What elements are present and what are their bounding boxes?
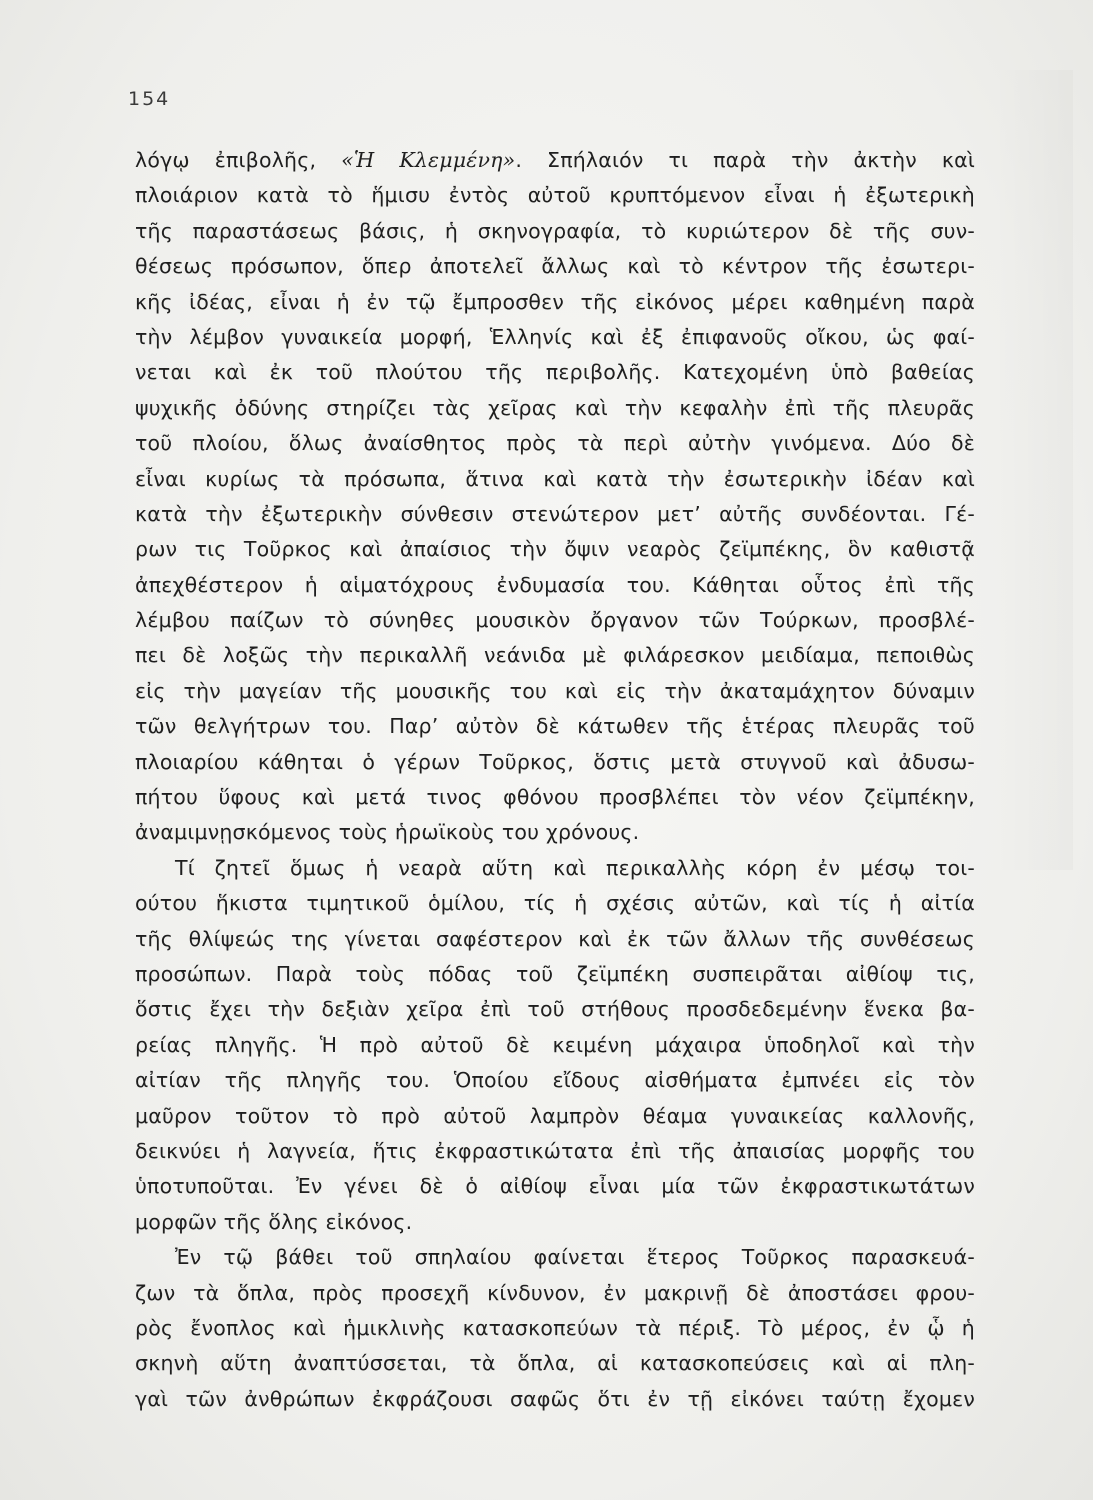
text-line: ὑποτυποῦται. Ἐν γένει δὲ ὁ αἰθίοψ εἶναι μία τῶν ἐκφραστικωτάτων [135,1174,975,1199]
text-line: νεται καὶ ἐκ τοῦ πλούτου τῆς περιβολῆς. Κατεχομένη ὑπὸ βαθείας [135,360,975,385]
paragraph [135,851,975,1240]
text-line: ρὸς ἔνοπλος καὶ ἡμικλινὴς κατασκοπεύων τὰ πέριξ. Τὸ μέρος, ἐν ᾧ ἡ [135,1315,975,1340]
text-line: τοῦ πλοίου, ὅλως ἀναίσθητος πρὸς τὰ περὶ αὐτὴν γινόμενα. Δύο δὲ [135,431,975,456]
text-line [135,143,975,178]
text-span: . Σπήλαιόν τι παρὰ τὴν ἀκτὴν καὶ [515,148,975,172]
text-line: δεικνύει ἡ λαγνεία, ἥτις ἐκφραστικώτατα ἐπὶ τῆς ἀπαισίας μορφῆς του [135,1138,975,1163]
show-through-shadow [993,70,1073,870]
text-line: ἀναμιμνῃσκόμενος τοὺς ἡρωϊκοὺς του χρόνους. [135,820,640,845]
text-line: κῆς ἰδέας, εἶναι ἡ ἐν τῷ ἔμπροσθεν τῆς εἰκόνος μέρει καθημένη παρὰ [135,289,975,314]
text-line: λέμβου παίζων τὸ σύνηθες μουσικὸν ὄργανον τῶν Τούρκων, προσβλέ- [135,608,975,633]
text-line: γαὶ τῶν ἀνθρώπων ἐκφράζουσι σαφῶς ὅτι ἐν τῇ εἰκόνει ταύτῃ ἔχομεν [135,1386,975,1411]
page-number: 154 [128,88,171,110]
text-line: μορφῶν τῆς ὅλης εἰκόνος. [135,1209,413,1234]
body-text [135,143,975,1417]
text-span: λόγῳ ἐπιβολῆς, [135,148,342,172]
paragraph [135,1240,975,1417]
text-line: αἰτίαν τῆς πληγῆς του. Ὁποίου εἴδους αἰσθήματα ἐμπνέει εἰς τὸν [135,1068,975,1093]
text-line: πλοιαρίου κάθηται ὁ γέρων Τοῦρκος, ὅστις μετὰ στυγνοῦ καὶ ἀδυσω- [135,749,975,774]
text-line: τῶν θελγήτρων του. Παρ’ αὐτὸν δὲ κάτωθεν τῆς ἑτέρας πλευρᾶς τοῦ [135,714,975,739]
text-line: Ἐν τῷ βάθει τοῦ σπηλαίου φαίνεται ἕτερος Τοῦρκος παρασκευά- [175,1245,975,1270]
text-line: ἀπεχθέστερον ἡ αἱματόχρους ἐνδυμασία του. Κάθηται οὗτος ἐπὶ τῆς [135,572,975,597]
text-line: πήτου ὕφους καὶ μετά τινος φθόνου προσβλέπει τὸν νέον ζεϊμπέκην, [135,785,975,810]
text-line: εἰς τὴν μαγείαν τῆς μουσικῆς του καὶ εἰς τὴν ἀκαταμάχητον δύναμιν [135,678,975,703]
text-line: εἶναι κυρίως τὰ πρόσωπα, ἅτινα καὶ κατὰ τὴν ἐσωτερικὴν ἰδέαν καὶ [135,466,975,491]
text-line: πλοιάριον κατὰ τὸ ἥμισυ ἐντὸς αὐτοῦ κρυπτόμενον εἶναι ἡ ἐξωτερικὴ [135,183,975,208]
text-line: ψυχικῆς ὀδύνης στηρίζει τὰς χεῖρας καὶ τὴν κεφαλὴν ἐπὶ τῆς πλευρᾶς [135,395,975,420]
text-line: ὅστις ἔχει τὴν δεξιὰν χεῖρα ἐπὶ τοῦ στήθους προσδεδεμένην ἕνεκα βα- [135,997,975,1022]
text-line: τῆς παραστάσεως βάσις, ἡ σκηνογραφία, τὸ κυριώτερον δὲ τῆς συν- [135,218,975,243]
text-line: ρων τις Τοῦρκος καὶ ἀπαίσιος τὴν ὄψιν νεαρὸς ζεϊμπέκης, ὃν καθιστᾷ [135,537,975,562]
text-line: κατὰ τὴν ἐξωτερικὴν σύνθεσιν στενώτερον μετ’ αὐτῆς συνδέονται. Γέ- [135,501,975,526]
text-line: σκηνὴ αὕτη ἀναπτύσσεται, τὰ ὅπλα, αἱ κατασκοπεύσεις καὶ αἱ πλη- [135,1351,975,1376]
text-line: τὴν λέμβον γυναικεία μορφή, Ἑλληνίς καὶ ἐξ ἐπιφανοῦς οἴκου, ὡς φαί- [135,324,975,349]
text-line: πει δὲ λοξῶς τὴν περικαλλῆ νεάνιδα μὲ φιλάρεσκον μειδίαμα, πεποιθὼς [135,643,975,668]
text-line: θέσεως πρόσωπον, ὅπερ ἀποτελεῖ ἄλλως καὶ τὸ κέντρον τῆς ἐσωτερι- [135,254,975,279]
artwork-title: «Ἡ Κλεμμένη» [341,148,516,172]
text-line: ρείας πληγῆς. Ἡ πρὸ αὐτοῦ δὲ κειμένη μάχαιρα ὑποδηλοῖ καὶ τὴν [135,1032,975,1057]
text-line: προσώπων. Παρὰ τοὺς πόδας τοῦ ζεϊμπέκη συσπειρᾶται αἰθίοψ τις, [135,961,975,986]
text-line: τῆς θλίψεώς της γίνεται σαφέστερον καὶ ἐκ τῶν ἄλλων τῆς συνθέσεως [135,926,975,951]
text-line: μαῦρον τοῦτον τὸ πρὸ αὐτοῦ λαμπρὸν θέαμα γυναικείας καλλονῆς, [135,1103,975,1128]
text-line: ούτου ἥκιστα τιμητικοῦ ὁμίλου, τίς ἡ σχέσις αὐτῶν, καὶ τίς ἡ αἰτία [135,891,975,916]
text-line: ζων τὰ ὅπλα, πρὸς προσεχῆ κίνδυνον, ἐν μακρινῇ δὲ ἀποστάσει φρου- [135,1280,975,1305]
text-line: Τί ζητεῖ ὅμως ἡ νεαρὰ αὕτη καὶ περικαλλὴς κόρη ἐν μέσῳ τοι- [175,855,975,880]
paragraph [135,143,975,851]
